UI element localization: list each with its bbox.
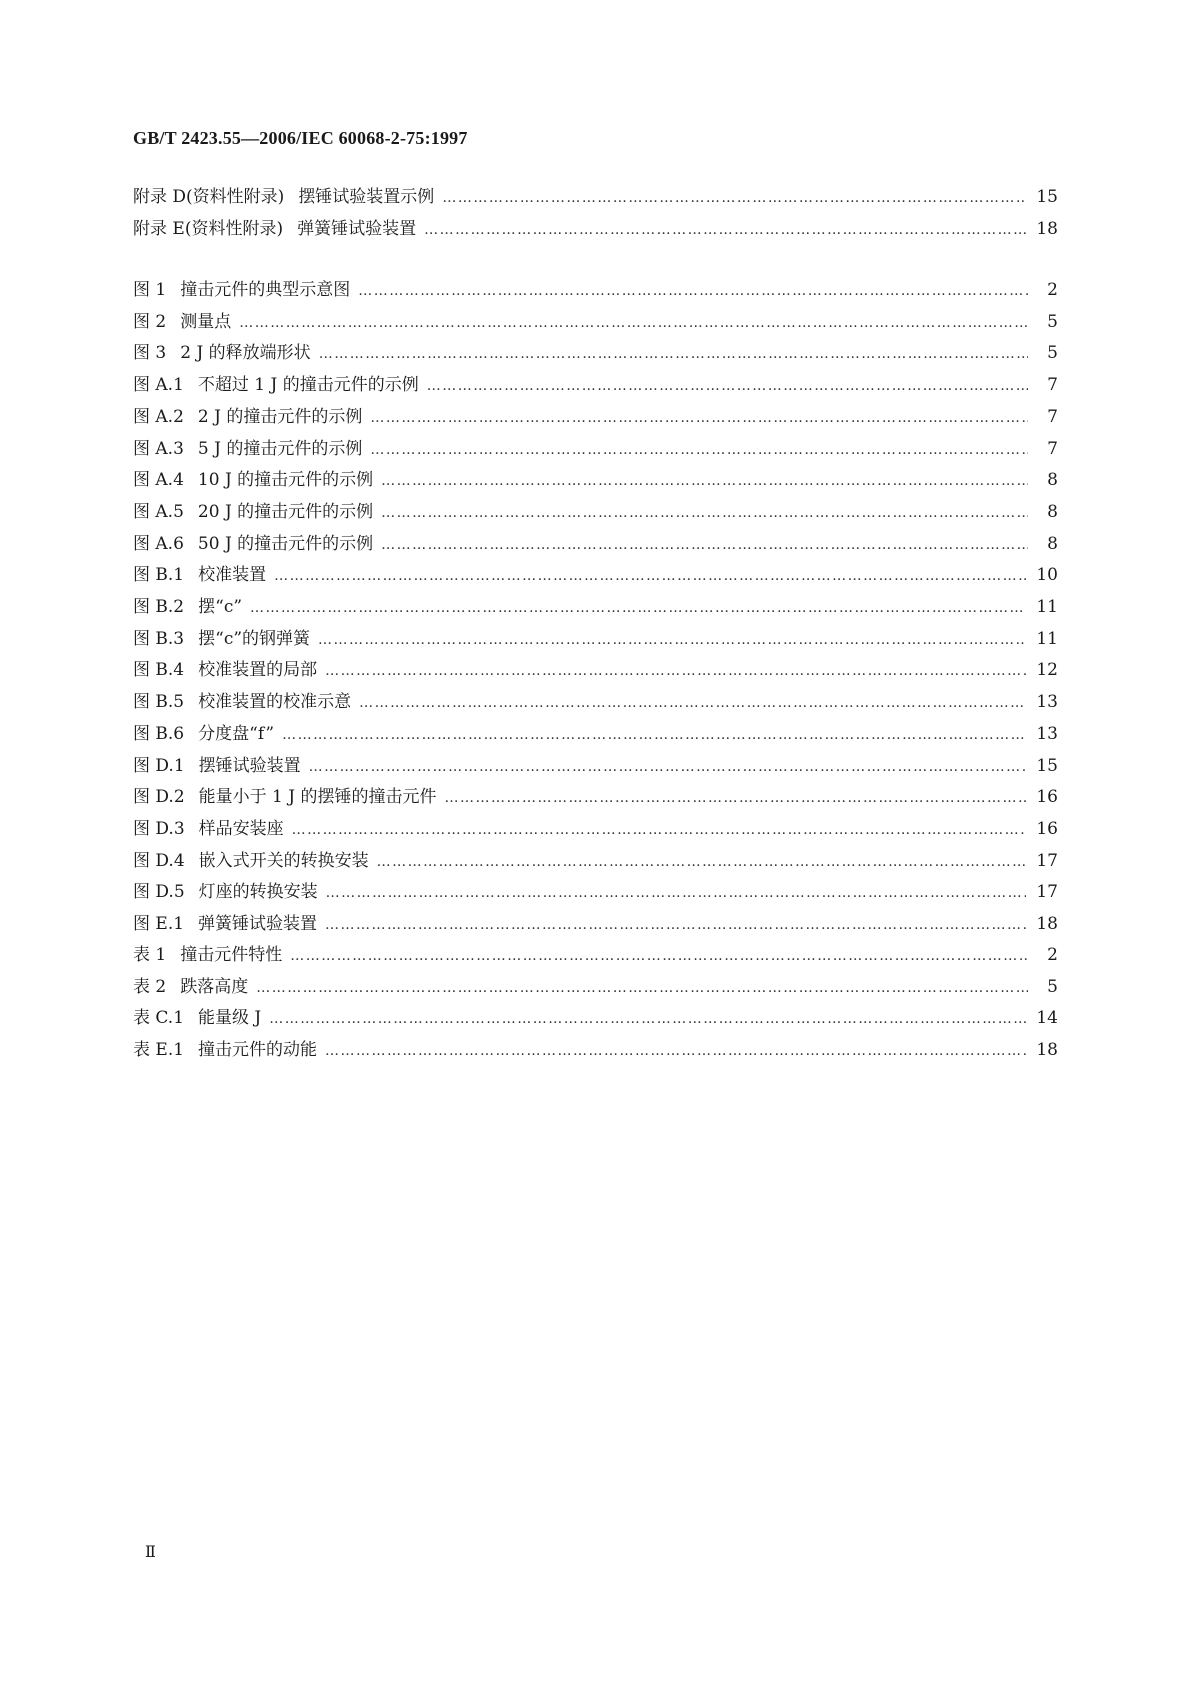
toc-entry-label — [133, 436, 370, 462]
toc-entry-page: 14 — [1036, 1008, 1058, 1029]
toc-entry-title: 测量点 — [180, 311, 232, 332]
toc-entry-title: 样品安装座 — [198, 818, 284, 839]
toc-entry-label — [133, 499, 381, 525]
toc-dot-leader — [269, 1006, 1026, 1032]
toc-dot-leader — [381, 468, 1028, 494]
toc-entry-label — [133, 309, 239, 335]
page-number: Ⅱ — [145, 1544, 156, 1561]
toc-entry-number: 图 B.4 — [133, 660, 185, 681]
toc-dot-leader — [319, 341, 1028, 367]
toc-entry[interactable] — [133, 689, 1058, 715]
toc-dot-leader — [377, 849, 1027, 875]
toc-dot-leader — [282, 722, 1026, 748]
toc-entry-page: 18 — [1036, 914, 1058, 934]
toc-entry-label — [133, 531, 381, 557]
toc-entry-number: 图 D.2 — [133, 787, 185, 808]
toc-entry[interactable] — [133, 784, 1058, 810]
toc-entry-label — [133, 879, 326, 905]
toc-entry-label — [133, 404, 370, 430]
toc-entry-label — [133, 467, 381, 493]
toc-entry-title: 嵌入式开关的转换安装 — [198, 850, 369, 871]
toc-entry[interactable] — [133, 436, 1058, 462]
toc-dot-leader — [325, 912, 1026, 938]
toc-entry-page: 7 — [1047, 406, 1058, 427]
toc-entry[interactable] — [133, 404, 1058, 430]
toc-entry-number: 图 D.4 — [133, 850, 185, 871]
toc-entry-page: 15 — [1036, 187, 1058, 207]
toc-dot-leader — [427, 373, 1028, 399]
toc-dot-leader — [318, 627, 1026, 653]
toc-entry[interactable] — [133, 594, 1058, 620]
toc-entry-label — [133, 340, 319, 366]
toc-entry-number: 图 D.1 — [133, 755, 185, 776]
toc-entry-label — [133, 184, 442, 210]
toc-entry[interactable] — [133, 848, 1058, 874]
toc-entry-page: 7 — [1047, 375, 1058, 396]
toc-entry-title: 50 J 的撞击元件的示例 — [197, 533, 374, 554]
toc-entry-page: 12 — [1036, 660, 1058, 681]
toc-entry-title: 撞击元件特性 — [180, 945, 283, 965]
toc-entry-title: 弹簧锤试验装置 — [198, 914, 318, 934]
toc-entry-title: 20 J 的撞击元件的示例 — [197, 501, 374, 522]
toc-entry-label — [133, 1005, 269, 1031]
toc-entry-number: 图 B.2 — [133, 597, 185, 617]
toc-entry-label — [133, 848, 377, 874]
toc-entry[interactable] — [133, 1037, 1058, 1063]
toc-entry-number: 表 C.1 — [133, 1008, 185, 1029]
toc-entry-title: 2 J 的释放端形状 — [180, 343, 311, 364]
toc-entry-number: 附录 E(资料性附录) — [133, 218, 284, 239]
toc-entry-number: 图 D.3 — [133, 818, 185, 839]
toc-entry-page: 16 — [1036, 787, 1058, 808]
toc-entry-title: 跌落高度 — [180, 976, 249, 997]
toc-entry-label — [133, 1037, 325, 1063]
toc-dot-leader — [292, 817, 1027, 843]
toc-entry-label — [133, 942, 290, 968]
toc-entry-label — [133, 216, 424, 242]
toc-entry-number: 图 A.5 — [133, 501, 184, 522]
toc-entry-page: 17 — [1036, 850, 1058, 871]
toc-entry[interactable] — [133, 277, 1058, 303]
toc-entry-page: 8 — [1047, 470, 1058, 491]
toc-entry[interactable] — [133, 340, 1058, 366]
toc-entry-title: 分度盘“f” — [198, 723, 275, 744]
toc-entry-page: 5 — [1047, 976, 1058, 997]
toc-entry-title: 撞击元件的典型示意图 — [180, 280, 351, 300]
toc-dot-leader — [239, 310, 1028, 336]
toc-dot-leader — [290, 943, 1028, 969]
toc-entry-title: 弹簧锤试验装置 — [297, 218, 417, 239]
toc-entry-number: 表 E.1 — [133, 1040, 185, 1061]
toc-dot-leader — [424, 217, 1026, 243]
toc-entry-title: 10 J 的撞击元件的示例 — [197, 470, 374, 491]
toc-entry-page: 8 — [1047, 533, 1058, 554]
toc-entry-label — [133, 753, 309, 779]
toc-entry[interactable] — [133, 911, 1058, 937]
toc-entry-label — [133, 721, 282, 747]
toc-entry-page: 16 — [1036, 818, 1058, 839]
toc-entry-number: 表 2 — [133, 976, 167, 997]
toc-entry-title: 摆锤试验装置 — [198, 755, 301, 776]
toc-entry-number: 图 E.1 — [133, 914, 185, 934]
toc-entry[interactable] — [133, 1005, 1058, 1031]
toc-dot-leader — [274, 563, 1026, 589]
toc-entry-title: 校准装置的校准示意 — [198, 692, 352, 713]
toc-entry-page: 17 — [1036, 882, 1058, 903]
toc-entry-page: 8 — [1047, 501, 1058, 522]
toc-entry-title: 2 J 的撞击元件的示例 — [197, 406, 363, 427]
toc-entry-label — [133, 974, 256, 1000]
toc-entry-page: 7 — [1047, 438, 1058, 459]
toc-dot-leader — [370, 405, 1028, 431]
toc-entry[interactable] — [133, 974, 1058, 1000]
toc-dot-leader — [370, 437, 1028, 463]
toc-entry-title: 校准装置 — [198, 565, 267, 586]
toc-entry-number: 图 A.6 — [133, 533, 184, 554]
toc-dot-leader — [325, 658, 1026, 684]
toc-entry[interactable] — [133, 309, 1058, 335]
toc-entry-label — [133, 784, 445, 810]
toc-entry[interactable] — [133, 753, 1058, 779]
toc-entry-label — [133, 594, 250, 620]
toc-dot-leader — [359, 690, 1026, 716]
toc-entry-page: 13 — [1036, 692, 1058, 713]
toc-entry-number: 图 A.4 — [133, 470, 184, 491]
document-header: GB/T 2423.55—2006/IEC 60068-2-75:1997 — [133, 128, 468, 148]
toc-entry[interactable] — [133, 942, 1058, 968]
toc-entry-number: 图 A.2 — [133, 406, 184, 427]
toc-entry-number: 图 B.6 — [133, 723, 185, 744]
toc-dot-leader — [325, 1038, 1026, 1064]
toc-entry[interactable] — [133, 879, 1058, 905]
toc-dot-leader — [358, 278, 1028, 304]
toc-entry-title: 灯座的转换安装 — [198, 882, 318, 903]
toc-entry-title: 能量小于 1 J 的摆锤的撞击元件 — [198, 787, 437, 808]
toc-entry-number: 图 D.5 — [133, 882, 185, 903]
toc-entry-number: 图 B.3 — [133, 628, 185, 649]
toc-entry[interactable] — [133, 721, 1058, 747]
toc-entry-label — [133, 657, 325, 683]
toc-entry-title: 能量级 J — [198, 1008, 262, 1029]
toc-dot-leader — [326, 880, 1027, 906]
toc-entry[interactable] — [133, 816, 1058, 842]
toc-entry-page: 11 — [1036, 628, 1058, 649]
toc-entry-number: 图 B.5 — [133, 692, 185, 713]
toc-entry-label — [133, 689, 359, 715]
toc-entry-number: 图 A.3 — [133, 438, 184, 459]
toc-dot-leader — [381, 532, 1028, 558]
toc-entry-title: 校准装置的局部 — [198, 660, 318, 681]
toc-entry[interactable] — [133, 657, 1058, 683]
toc-entry-title: 不超过 1 J 的撞击元件的示例 — [197, 375, 419, 396]
toc-entry[interactable] — [133, 184, 1058, 210]
toc-entry-label — [133, 277, 358, 303]
toc-entry-page: 15 — [1036, 755, 1058, 776]
toc-entry[interactable] — [133, 216, 1058, 242]
toc-entry[interactable] — [133, 467, 1058, 493]
toc-dot-leader — [381, 500, 1028, 526]
toc-entry-title: 撞击元件的动能 — [198, 1040, 318, 1061]
toc-entry-title: 摆锤试验装置示例 — [298, 187, 435, 207]
toc-entry-page: 2 — [1047, 945, 1058, 965]
toc-entry-page: 11 — [1036, 597, 1058, 617]
toc-entry-page: 13 — [1036, 723, 1058, 744]
toc-entry-page: 10 — [1036, 565, 1058, 586]
toc-entry[interactable] — [133, 626, 1058, 652]
toc-entry-number: 图 1 — [133, 280, 167, 300]
toc-entry-number: 图 3 — [133, 343, 167, 364]
toc-entry-page: 18 — [1036, 218, 1058, 239]
toc-entry[interactable] — [133, 531, 1058, 557]
toc-entry[interactable] — [133, 562, 1058, 588]
toc-entry[interactable] — [133, 499, 1058, 525]
toc-entry-number: 图 B.1 — [133, 565, 185, 586]
toc-entry-title: 摆“c”的钢弹簧 — [198, 628, 311, 649]
toc-entry-label — [133, 372, 427, 398]
toc-entry-number: 图 2 — [133, 311, 167, 332]
toc-entry[interactable] — [133, 372, 1058, 398]
toc-entry-page: 5 — [1047, 343, 1058, 364]
toc-entry-title: 摆“c” — [198, 597, 243, 617]
toc-entry-number: 图 A.1 — [133, 375, 184, 396]
toc-entry-label — [133, 911, 325, 937]
toc-entry-page: 2 — [1047, 280, 1058, 300]
toc-entry-label — [133, 562, 274, 588]
toc-dot-leader — [445, 785, 1027, 811]
toc-entry-label — [133, 626, 318, 652]
toc-dot-leader — [309, 754, 1027, 780]
toc-entry-number: 附录 D(资料性附录) — [133, 187, 285, 207]
toc-dot-leader — [256, 975, 1028, 1001]
toc-entry-number: 表 1 — [133, 945, 167, 965]
toc-entry-page: 5 — [1047, 311, 1058, 332]
toc-entry-title: 5 J 的撞击元件的示例 — [197, 438, 363, 459]
toc-dot-leader — [442, 185, 1026, 211]
toc-entry-label — [133, 816, 292, 842]
toc-dot-leader — [250, 595, 1026, 621]
toc-entry-page: 18 — [1036, 1040, 1058, 1061]
